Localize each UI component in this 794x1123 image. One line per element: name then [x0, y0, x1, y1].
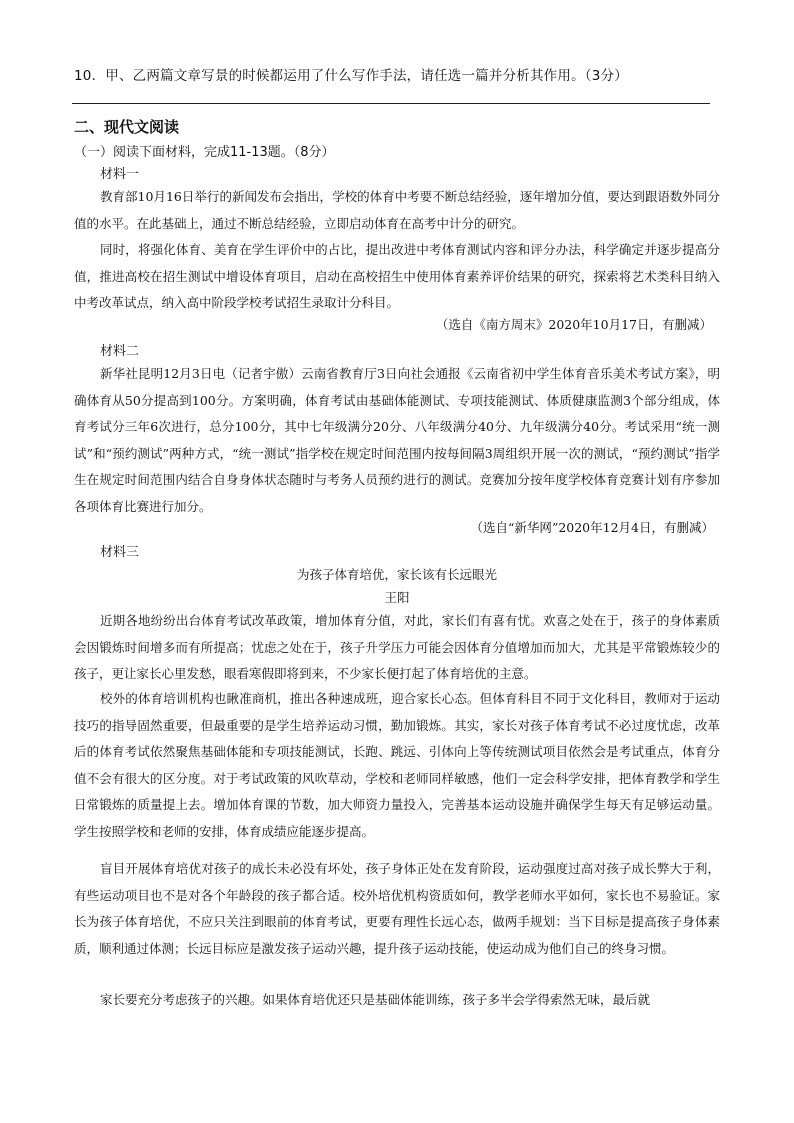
- material-3-paragraph-2: 校外的体育培训机构也瞅准商机，推出各种速成班，迎合家长心态。但体育科目不同于文化科目，教师对于运动技巧的指导固然重要，但最重要的是学生培养运动习惯，勤加锻炼。其实，家长对孩子体育考试不必过度忧虑，改革后的体育考试依然聚焦基础体能和专项技能测试，长跑、跳远、引体向上等传统测试项目依然会是考试重点，体育分值不会有很大的区分度。对于考试政策的风吹草动，学校和老师同样敏感，他们一定会科学安排，把体育教学和学生日常锻炼的质量提上去。增加体育课的节数，加大师资力量投入，完善基本运动设施并确保学生每天有足够运动量。学生按照学校和老师的安排，体育成绩应能逐步提高。: [74, 691, 720, 839]
- answer-line: [72, 103, 710, 104]
- material-2-source: （选自“新华网”2020年12月4日，有删减）: [470, 520, 714, 535]
- material-1-source: （选自《南方周末》2020年10月17日，有删减）: [435, 317, 712, 332]
- material-3-label: 材料三: [100, 545, 140, 560]
- question-10: 10．甲、乙两篇文章写景的时候都运用了什么写作手法，请任选一篇并分析其作用。（3分）: [74, 68, 628, 84]
- material-1-label: 材料一: [100, 167, 140, 182]
- material-1-paragraph-2: 同时，将强化体育、美育在学生评价中的占比，提出改进中考体育测试内容和评分办法，科学确定并逐步提高分值，推进高校在招生测试中增设体育项目，启动在高校招生中使用体育素养评价结果的研究，探索将艺术类科目纳入中考改革试点，纳入高中阶段学校考试招生录取计分科目。: [74, 242, 720, 310]
- article-title: 为孩子体育培优，家长该有长远眼光: [296, 567, 497, 582]
- article-author: 王阳: [384, 590, 410, 605]
- material-2-paragraph-1: 新华社昆明12月3日电（记者宇傲）云南省教育厅3日向社会通报《云南省初中学生体育音乐美术考试方案》，明确体育从50分提高到100分。方案明确，体育考试由基础体能测试、专项技能测试、体质健康监测3个部分组成，体育考试分三年6次进行，总分100分，其中七年级满分20分、八年级满分40分、九年级满分40分。考试采用“统一测试”和“预约测试”两种方式，“统一测试”指学校在规定时间范围内按每间隔3周组织开展一次的测试，“预约测试”指学生在规定时间范围内结合自身身体状态随时与考务人员预约进行的测试。竞赛加分按年度学校体育竞赛计划有序参加各项体育比赛进行加分。: [74, 366, 720, 514]
- material-3-paragraph-4: 家长要充分考虑孩子的兴趣。如果体育培优还只是基础体能训练，孩子多半会学得索然无味，最后就: [100, 992, 651, 1007]
- section-title: 二、现代文阅读: [74, 118, 180, 136]
- material-2-label: 材料二: [100, 344, 140, 359]
- material-3-paragraph-1: 近期各地纷纷出台体育考试改革政策，增加体育分值，对此，家长们有喜有忧。欢喜之处在于，孩子的身体素质会因锻炼时间增多而有所提高；忧虑之处在于，孩子升学压力可能会因体育分值增加而加大，尤其是平常锻炼较少的孩子，更让家长心里发愁，眼看寒假即将到来，不少家长便打起了体育培优的主意。: [74, 613, 720, 681]
- material-1-paragraph-1: 教育部10月16日举行的新闻发布会指出，学校的体育中考要不断总结经验，逐年增加分值，要达到跟语数外同分值的水平。在此基础上，通过不断总结经验，立即启动体育在高考中计分的研究。: [74, 189, 720, 231]
- material-3-paragraph-3: 盲目开展体育培优对孩子的成长未必没有坏处，孩子身体正处在发育阶段，运动强度过高对孩子成长弊大于利，有些运动项目也不是对各个年龄段的孩子都合适。校外培优机构资质如何，教学老师水平如何，家长也不易验证。家长为孩子体育培优，不应只关注到眼前的体育考试，更要有理性长远心态，做两手规划：当下目标是提高孩子身体素质，顺利通过体测；长远目标应是激发孩子运动兴趣，提升孩子运动技能，使运动成为他们自己的终身习惯。: [74, 861, 720, 956]
- subsection-instruction: （一）阅读下面材料，完成11-13题。（8分）: [74, 145, 335, 160]
